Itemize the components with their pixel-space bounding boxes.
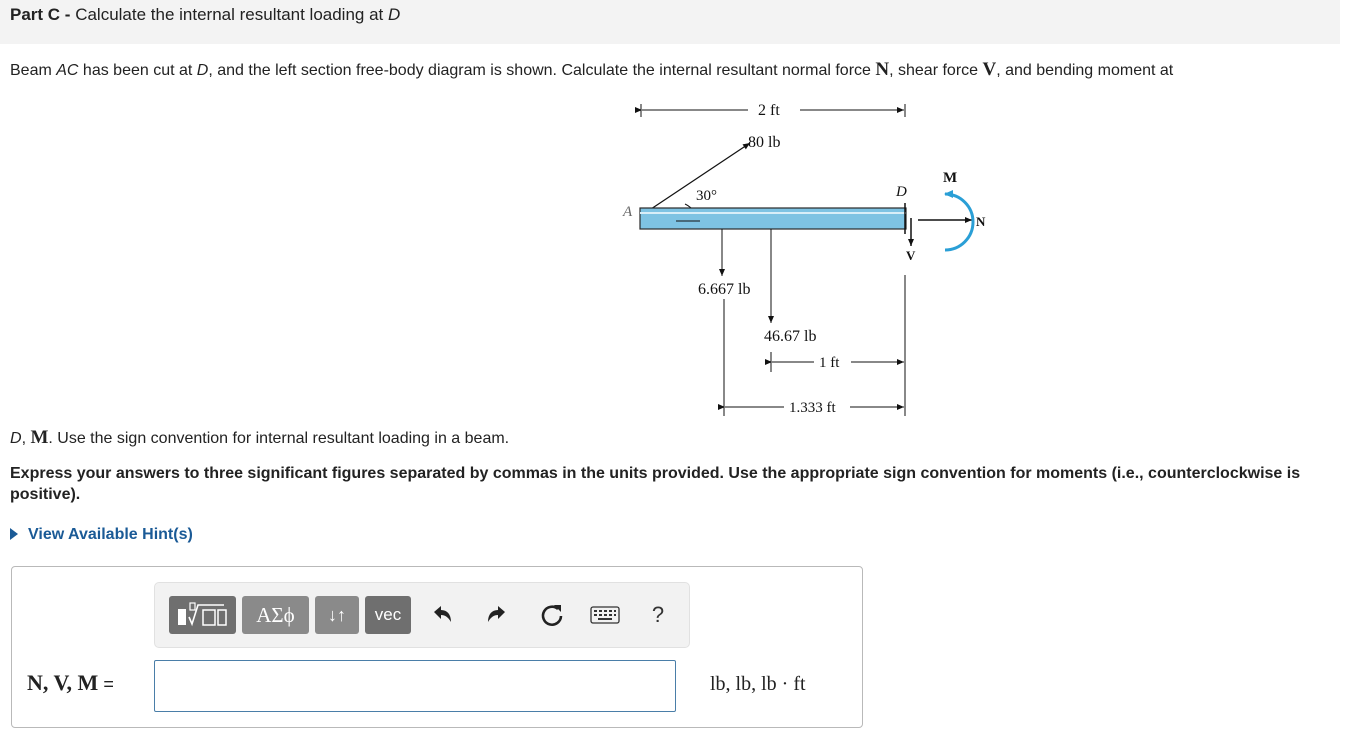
templates-button[interactable] bbox=[169, 596, 236, 634]
greek-symbols-button[interactable]: ΑΣϕ bbox=[242, 596, 309, 634]
label-m: M bbox=[943, 170, 958, 186]
help-button[interactable]: ? bbox=[651, 602, 665, 627]
moment-m-arc bbox=[945, 194, 973, 250]
view-hints-link[interactable] bbox=[10, 526, 193, 544]
templates-icon bbox=[174, 601, 232, 629]
undo-icon[interactable] bbox=[426, 598, 460, 632]
problem-text-3: , and the left section free-body diagram is shown. Calculate the internal resultant normal force bbox=[208, 62, 876, 79]
view-hints-label: View Available Hint(s) bbox=[28, 526, 193, 543]
math-toolbar bbox=[154, 582, 690, 648]
part-separator: - bbox=[60, 5, 76, 24]
part-label: Part C bbox=[10, 5, 61, 24]
part-title-text: Calculate the internal resultant loading at bbox=[75, 5, 388, 24]
fbd-svg bbox=[600, 90, 1020, 430]
problem-text-6: , bbox=[21, 430, 31, 447]
beam bbox=[640, 208, 906, 229]
dim-2ft-label: 2 ft bbox=[758, 102, 780, 119]
part-title bbox=[10, 5, 400, 25]
problem-text-7: . Use the sign convention for internal resultant loading in a beam. bbox=[48, 430, 510, 447]
answer-vars: N, V, M bbox=[27, 670, 99, 695]
instructions: Express your answers to three significant figures separated by commas in the units provided. Use the appropriate sign convention for moments (i.e., counterclockwise is positive). bbox=[10, 465, 1301, 503]
angle-label: 30° bbox=[696, 188, 717, 204]
answer-input[interactable] bbox=[154, 660, 676, 712]
dim-1ft-label: 1 ft bbox=[819, 355, 840, 371]
var-ac: AC bbox=[56, 62, 79, 79]
label-v: V bbox=[906, 248, 916, 263]
disclosure-triangle-icon bbox=[10, 528, 18, 540]
math-m: M bbox=[30, 427, 49, 448]
answer-units: lb, lb, lb · ft bbox=[710, 673, 806, 695]
part-title-var: D bbox=[388, 5, 401, 24]
var-d-2: D bbox=[10, 430, 22, 447]
answer-box bbox=[11, 566, 863, 728]
label-d: D bbox=[896, 184, 907, 200]
math-v: V bbox=[982, 59, 997, 80]
problem-text-5: , and bending moment at bbox=[996, 62, 1174, 79]
redo-icon[interactable] bbox=[479, 598, 513, 632]
label-n: N bbox=[976, 214, 986, 229]
answer-label bbox=[27, 670, 114, 696]
reset-icon[interactable] bbox=[535, 598, 569, 632]
free-body-diagram bbox=[600, 90, 1020, 430]
problem-text-1: Beam bbox=[10, 62, 57, 79]
answer-eq: = bbox=[98, 674, 114, 694]
math-n: N bbox=[875, 59, 890, 80]
arrows-button[interactable]: ↓↑ bbox=[315, 596, 359, 634]
part-header bbox=[0, 0, 1340, 44]
dim-1333-label: 1.333 ft bbox=[789, 400, 836, 416]
vec-button[interactable]: vec bbox=[365, 596, 411, 634]
load-2-label: 46.67 lb bbox=[764, 328, 817, 345]
var-d: D bbox=[196, 62, 209, 79]
problem-statement-cont bbox=[10, 427, 509, 449]
keyboard-icon[interactable] bbox=[588, 598, 622, 632]
force-80-label: 80 lb bbox=[748, 134, 781, 151]
label-a: A bbox=[623, 204, 633, 220]
load-1-label: 6.667 lb bbox=[698, 281, 751, 298]
problem-statement bbox=[10, 60, 1355, 81]
problem-text-2: has been cut at bbox=[78, 62, 197, 79]
problem-text-4: , shear force bbox=[889, 62, 983, 79]
